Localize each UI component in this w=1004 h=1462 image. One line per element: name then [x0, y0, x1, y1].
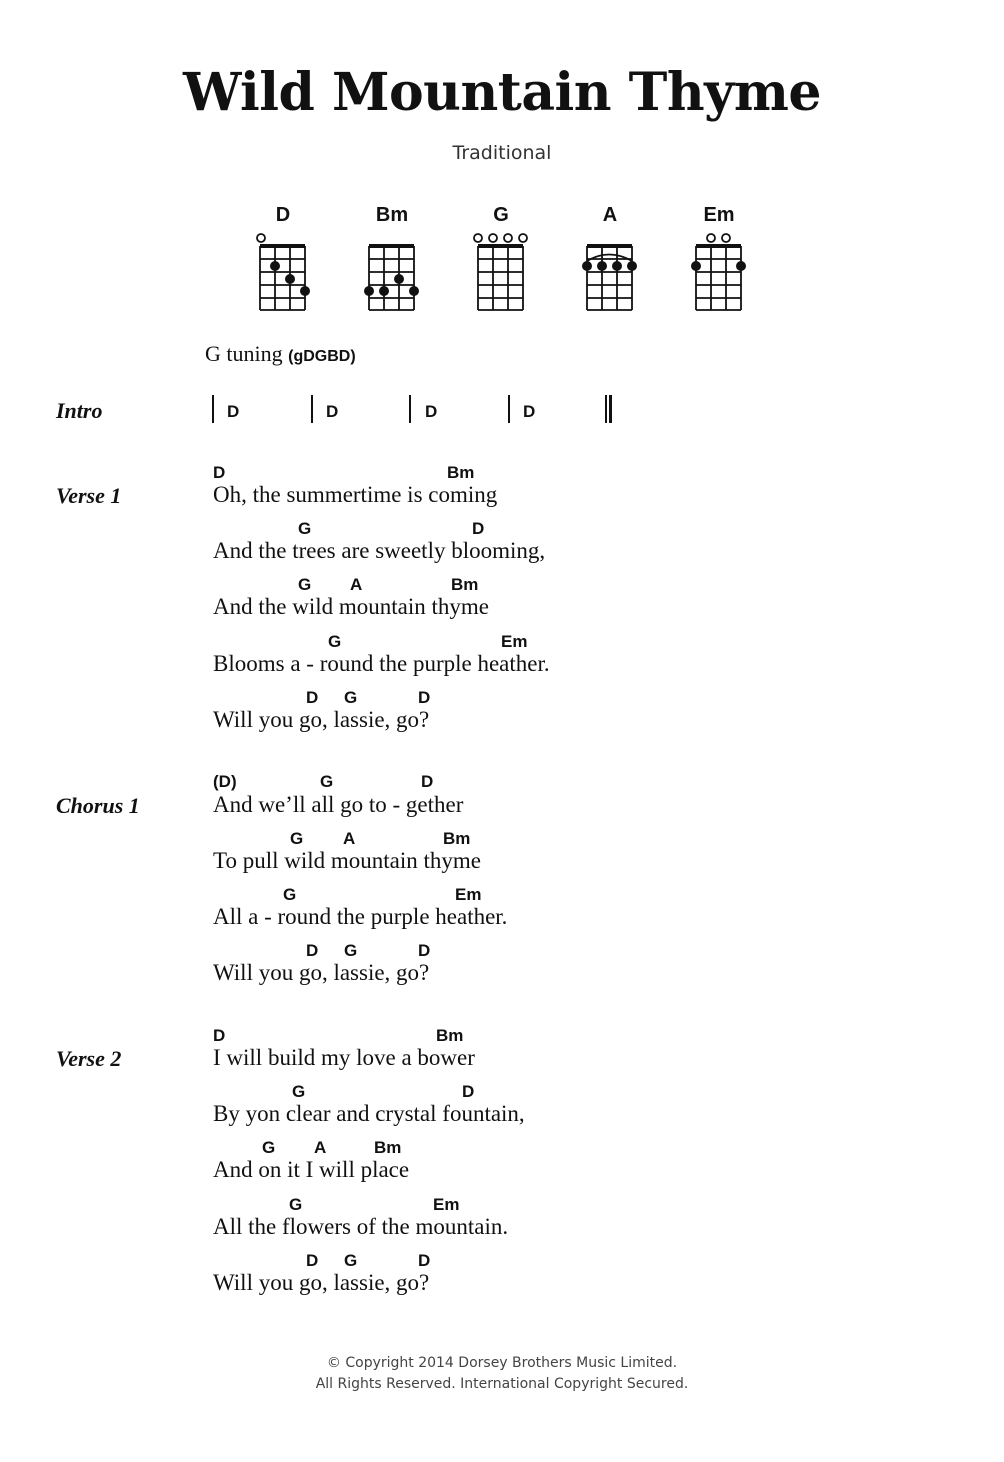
chord-symbol: G [283, 885, 297, 904]
chord-symbol: D [306, 941, 319, 960]
chord-symbol: G [290, 829, 304, 848]
lyric-line: To pull wild mountain thyme [213, 848, 481, 873]
chord-symbol: G [262, 1138, 276, 1157]
lyric-line: All the flowers of the mountain. [213, 1214, 509, 1239]
copyright-line-1: © Copyright 2014 Dorsey Brothers Music Limited. [326, 1355, 678, 1371]
chord-symbol: A [314, 1138, 327, 1157]
song-title: Wild Mountain Thyme [182, 62, 821, 123]
chord-symbol: Em [455, 885, 482, 904]
composer-credit: Traditional [452, 142, 552, 164]
lyric-line: I will build my love a bower [213, 1045, 475, 1070]
chord-symbol: G [292, 1082, 306, 1101]
chord-symbol: Em [433, 1195, 460, 1214]
ukulele-bm-chord-grid-icon [357, 230, 427, 315]
chord-symbol: Bm [447, 463, 475, 482]
chord-diagram-bm [357, 200, 427, 315]
chord-symbol: G [289, 1195, 303, 1214]
bar-chord: D [326, 402, 339, 421]
verse-1-label: Verse 1 [56, 483, 122, 508]
final-barline [605, 395, 612, 423]
chord-symbol: D [306, 688, 319, 707]
bar-line [212, 395, 214, 423]
lyric-line: Will you go, lassie, go? [213, 960, 430, 985]
chorus-1-label: Chorus 1 [56, 793, 140, 818]
lyric-line: And the trees are sweetly blooming, [213, 538, 546, 563]
chord-diagram-g [466, 200, 536, 315]
bar-line [311, 395, 313, 423]
chord-symbol: A [343, 829, 356, 848]
chord-symbol: Bm [374, 1138, 402, 1157]
tuning-info [205, 341, 356, 367]
intro-label: Intro [56, 398, 103, 423]
chord-symbol: D [213, 1026, 226, 1045]
chord-diagram-name: D [275, 204, 291, 226]
bar-chord: D [227, 402, 240, 421]
chord-diagram-name: A [602, 204, 618, 226]
bar-line [409, 395, 411, 423]
lyric-line: And on it I will place [213, 1157, 410, 1182]
chord-diagram-a [575, 200, 645, 315]
tuning-notes: (gDGBD) [288, 348, 356, 365]
chord-symbol: D [306, 1251, 319, 1270]
tuning-label: G tuning [205, 341, 283, 366]
chord-diagram-em [684, 200, 754, 315]
bar-chord: D [523, 402, 536, 421]
lyric-line: Blooms a - round the purple heather. [213, 651, 550, 676]
lyric-line: Will you go, lassie, go? [213, 1270, 430, 1295]
chord-diagram-name: G [493, 204, 509, 226]
copyright-line-2: All Rights Reserved. International Copyright Secured. [315, 1376, 689, 1392]
chord-symbol: D [418, 688, 431, 707]
lyric-line: All a - round the purple heather. [213, 904, 508, 929]
chord-symbol: G [344, 1251, 358, 1270]
verse-2-label: Verse 2 [56, 1046, 122, 1071]
chord-symbol: Bm [451, 575, 479, 594]
chord-symbol: D [213, 463, 226, 482]
chord-symbol: G [344, 941, 358, 960]
ukulele-a-chord-grid-icon [575, 230, 645, 315]
chord-symbol: G [320, 772, 334, 791]
lyric-line: And we’ll all go to - gether [213, 792, 464, 817]
chord-symbol: G [298, 575, 312, 594]
lyric-line: And the wild mountain thyme [213, 594, 489, 619]
chord-symbol: Em [501, 632, 528, 651]
chord-symbol: G [328, 632, 342, 651]
lyric-line: By yon clear and crystal fountain, [213, 1101, 525, 1126]
chord-symbol: D [462, 1082, 475, 1101]
chord-symbol: D [418, 941, 431, 960]
chord-symbol: A [350, 575, 363, 594]
ukulele-em-chord-grid-icon [684, 230, 754, 315]
ukulele-d-chord-grid-icon [248, 230, 318, 315]
chord-symbol: Bm [436, 1026, 464, 1045]
chord-symbol: D [421, 772, 434, 791]
chord-symbol: D [472, 519, 485, 538]
chord-symbol: G [298, 519, 312, 538]
chord-diagram-name: Em [703, 204, 735, 226]
bar-line [508, 395, 510, 423]
chord-symbol: D [418, 1251, 431, 1270]
chord-diagram-name: Bm [375, 204, 409, 226]
chord-symbol: G [344, 688, 358, 707]
chord-diagram-row [240, 200, 770, 320]
chord-symbol: (D) [213, 772, 237, 791]
lyric-line: Oh, the summertime is coming [213, 482, 498, 507]
chord-symbol: Bm [443, 829, 471, 848]
chord-diagram-d [248, 200, 318, 315]
lyric-line: Will you go, lassie, go? [213, 707, 430, 732]
bar-chord: D [425, 402, 438, 421]
ukulele-g-chord-grid-icon [466, 230, 536, 315]
